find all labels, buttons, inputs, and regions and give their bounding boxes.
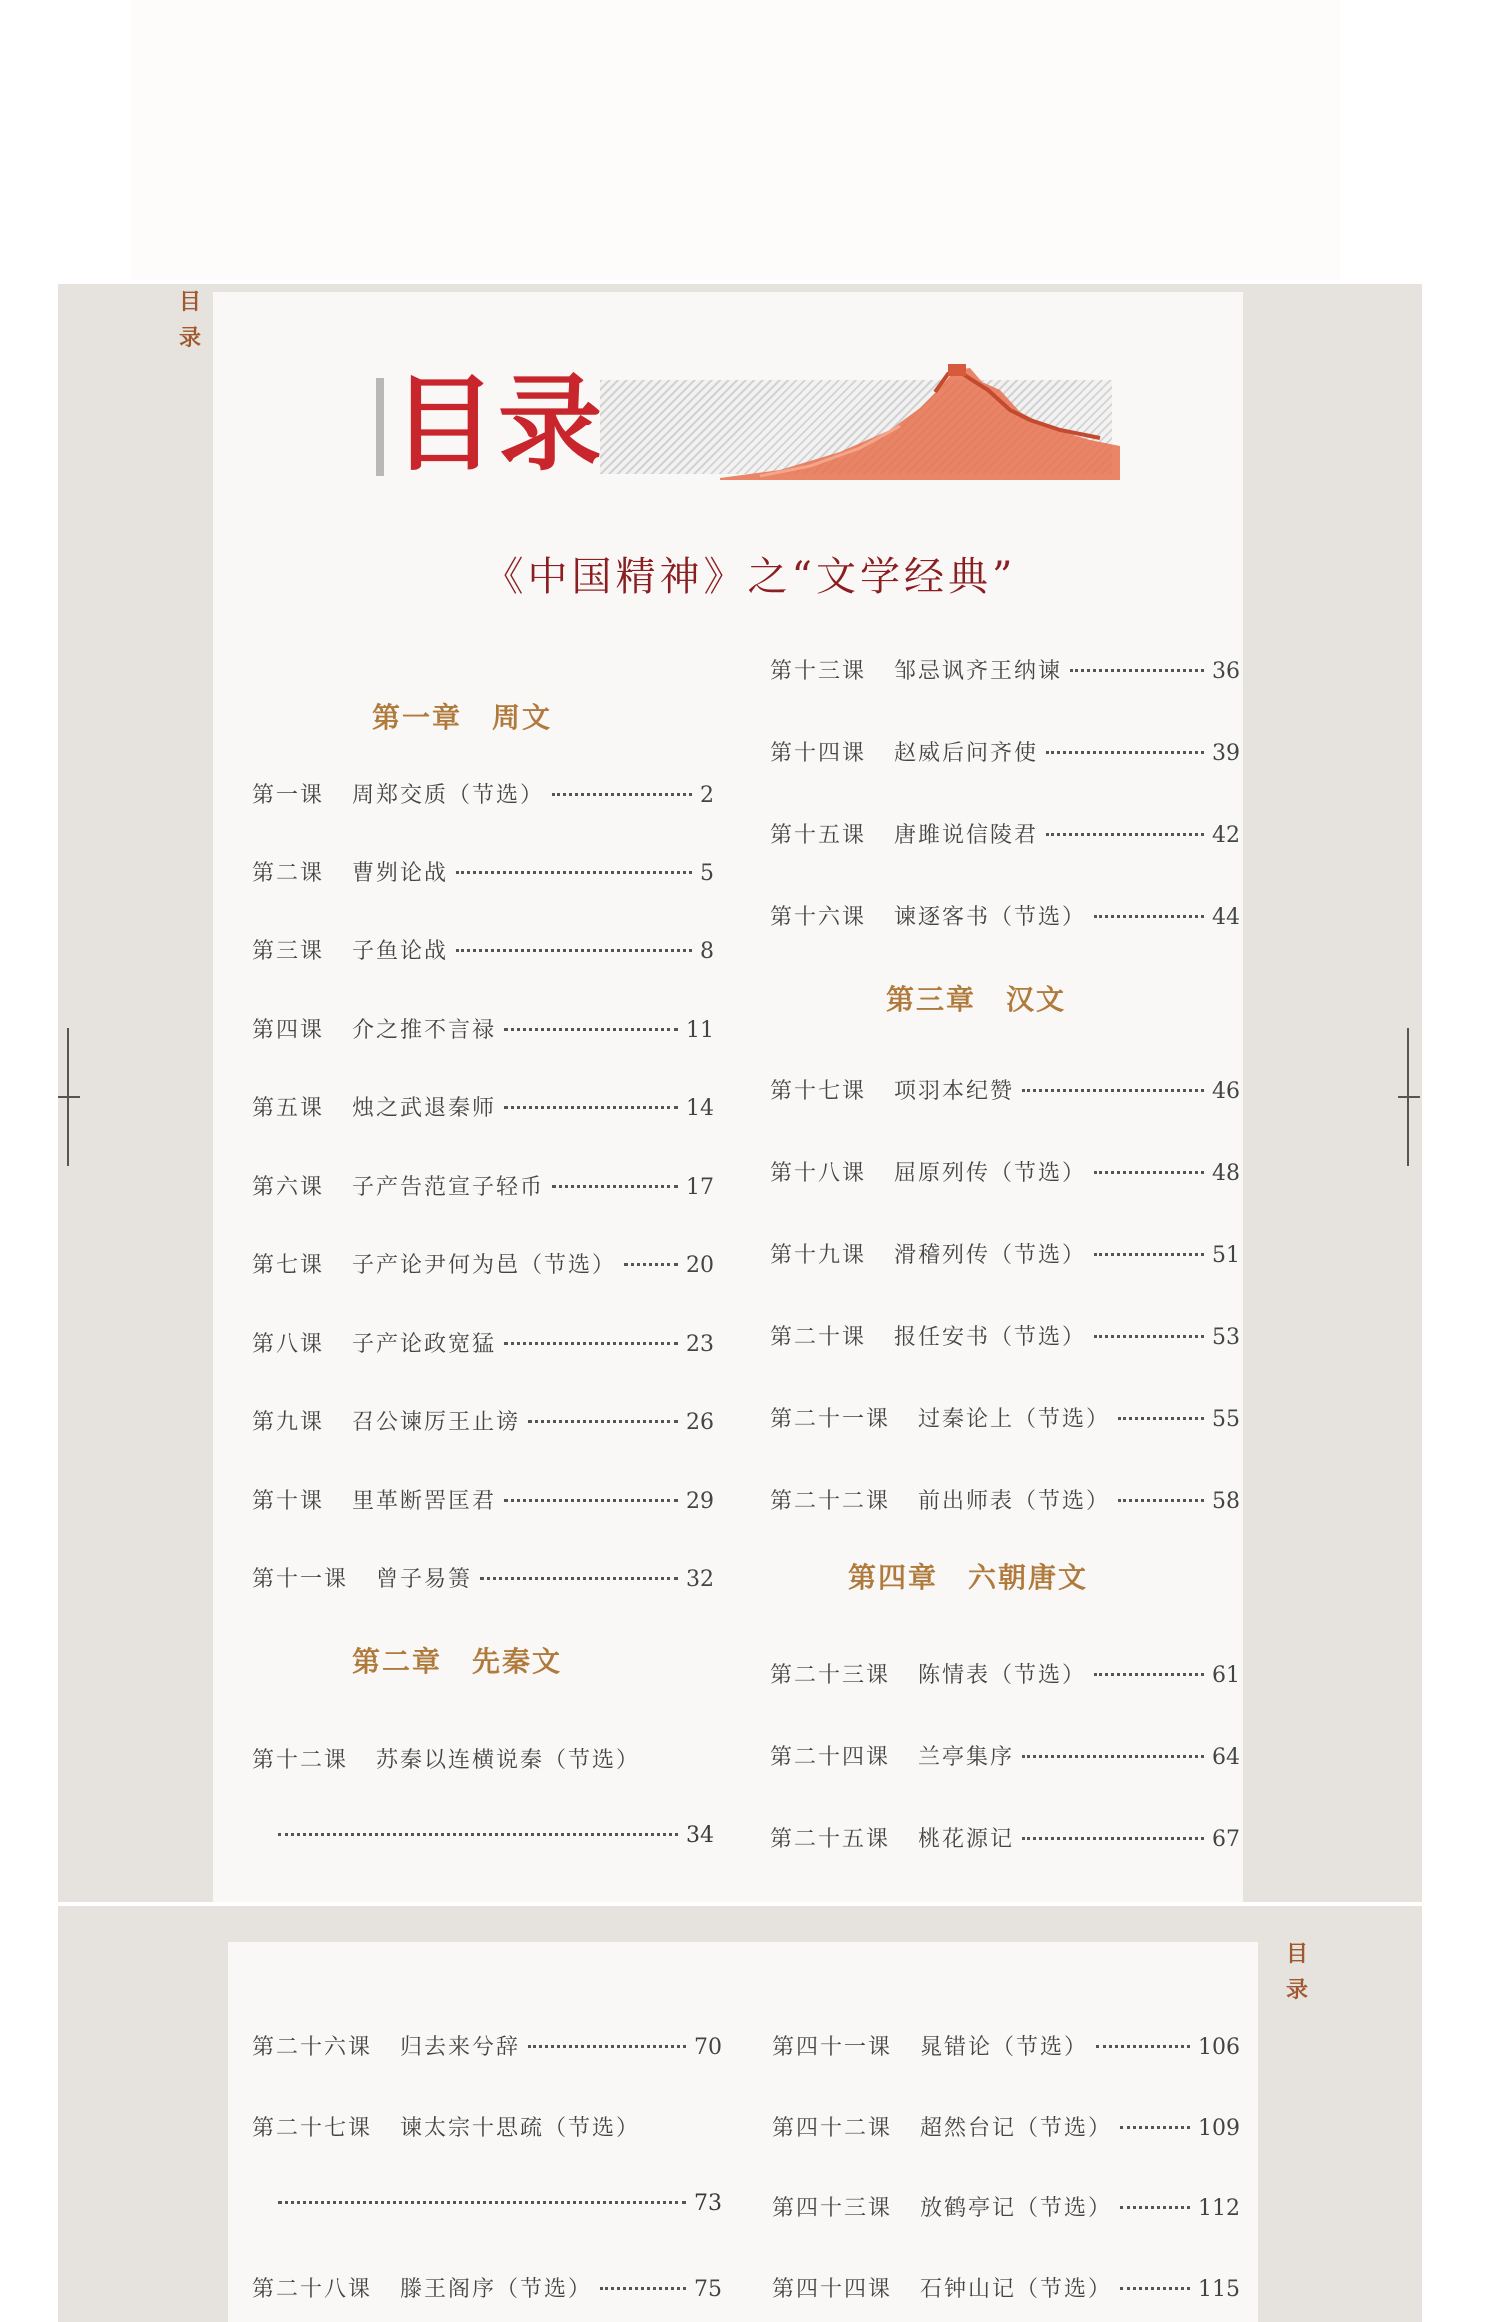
leader-dots — [278, 2201, 686, 2204]
leader-dots — [480, 1577, 678, 1580]
leader-dots — [278, 1833, 678, 1836]
lesson-number: 第二十三课 — [770, 1663, 891, 1688]
leader-dots — [1094, 1673, 1204, 1676]
lesson-title: 屈原列传（节选） — [894, 1161, 1087, 1186]
leader-dots — [1094, 1253, 1204, 1256]
lesson-title: 苏秦以连横说秦（节选） — [376, 1748, 641, 1773]
toc-entry-continuation — [278, 2191, 722, 2225]
lesson-number: 第六课 — [252, 1175, 325, 1200]
toc-entry[interactable] — [770, 1238, 1240, 1272]
toc-entry[interactable] — [772, 2191, 1240, 2225]
toc-entry[interactable] — [772, 2111, 1240, 2145]
lesson-number: 第四十四课 — [772, 2277, 893, 2302]
page-number: 39 — [1212, 741, 1240, 766]
lesson-number: 第十六课 — [770, 905, 867, 930]
title-accent-bar — [376, 378, 384, 476]
page-number: 55 — [1212, 1407, 1240, 1432]
page-number: 61 — [1212, 1663, 1240, 1688]
page-number: 34 — [686, 1823, 714, 1848]
page-number: 58 — [1212, 1489, 1240, 1514]
toc-entry-continuation — [278, 1823, 714, 1857]
lesson-number: 第二十八课 — [252, 2277, 373, 2302]
lesson-title: 召公谏厉王止谤 — [352, 1410, 521, 1435]
book-subtitle: 《中国精神》之“文学经典” — [483, 554, 1017, 600]
lesson-title: 子产论政宽猛 — [352, 1332, 497, 1357]
leader-dots — [528, 1420, 678, 1423]
toc-entry[interactable] — [252, 1743, 714, 1777]
lesson-title: 兰亭集序 — [918, 1745, 1015, 1770]
leader-dots — [1120, 2287, 1190, 2290]
toc-entry[interactable] — [252, 1484, 714, 1518]
toc-entry[interactable] — [252, 1327, 714, 1361]
lesson-number: 第七课 — [252, 1253, 325, 1278]
toc-entry[interactable] — [252, 2111, 722, 2145]
lesson-title: 过秦论上（节选） — [918, 1407, 1111, 1432]
lesson-number: 第十五课 — [770, 823, 867, 848]
lesson-number: 第十三课 — [770, 659, 867, 684]
lesson-title: 晁错论（节选） — [920, 2035, 1089, 2060]
crop-mark-left-h — [58, 1096, 80, 1098]
page-number: 5 — [700, 861, 714, 886]
previous-page-strip — [130, 0, 1340, 280]
lesson-number: 第二十二课 — [770, 1489, 891, 1514]
spine-char: 目 — [178, 289, 201, 315]
lesson-title: 邹忌讽齐王纳谏 — [894, 659, 1063, 684]
lesson-title: 介之推不言禄 — [352, 1018, 497, 1043]
lesson-title: 石钟山记（节选） — [920, 2277, 1113, 2302]
leader-dots — [1118, 1499, 1204, 1502]
page-number: 26 — [686, 1410, 714, 1435]
lesson-title: 滕王阁序（节选） — [400, 2277, 593, 2302]
page-number: 44 — [1212, 905, 1240, 930]
leader-dots — [1022, 1837, 1204, 1840]
page-number: 64 — [1212, 1745, 1240, 1770]
leader-dots — [1022, 1089, 1204, 1092]
lesson-number: 第二十课 — [770, 1325, 867, 1350]
toc-entry[interactable] — [770, 1402, 1240, 1436]
lesson-title: 子产论尹何为邑（节选） — [352, 1253, 617, 1278]
leader-dots — [1096, 2045, 1190, 2048]
leader-dots — [1046, 833, 1204, 836]
chapter-heading: 第二章 先秦文 — [352, 1645, 563, 1678]
crop-mark-right-h — [1398, 1096, 1420, 1098]
toc-entry[interactable] — [252, 1013, 714, 1047]
spine-label-bottom — [1282, 1936, 1312, 2008]
toc-entry[interactable] — [252, 856, 714, 890]
toc-entry[interactable] — [772, 2030, 1240, 2064]
leader-dots — [624, 1263, 678, 1266]
page-number: 53 — [1212, 1325, 1240, 1350]
chapter-heading: 第一章 周文 — [372, 701, 553, 734]
page-number: 8 — [700, 939, 714, 964]
page-number: 17 — [686, 1175, 714, 1200]
toc-entry[interactable] — [252, 1405, 714, 1439]
toc-entry[interactable] — [252, 2272, 722, 2306]
toc-entry[interactable] — [252, 1091, 714, 1125]
lesson-number: 第十课 — [252, 1489, 325, 1514]
page-number: 32 — [686, 1567, 714, 1592]
chapter-heading: 第三章 汉文 — [886, 983, 1067, 1016]
leader-dots — [1070, 669, 1204, 672]
lesson-title: 前出师表（节选） — [918, 1489, 1111, 1514]
lesson-title: 报任安书（节选） — [894, 1325, 1087, 1350]
leader-dots — [552, 793, 692, 796]
spine-char: 录 — [178, 325, 201, 351]
spine-char: 目 — [1285, 1941, 1308, 1967]
lesson-number: 第十九课 — [770, 1243, 867, 1268]
page-number: 51 — [1212, 1243, 1240, 1268]
lesson-title: 滑稽列传（节选） — [894, 1243, 1087, 1268]
lesson-title: 周郑交质（节选） — [352, 783, 545, 808]
lesson-title: 归去来兮辞 — [400, 2035, 521, 2060]
toc-entry[interactable] — [252, 934, 714, 968]
toc-entry[interactable] — [770, 1484, 1240, 1518]
lesson-title: 放鹤亭记（节选） — [920, 2196, 1113, 2221]
toc-entry[interactable] — [770, 1740, 1240, 1774]
page-number: 112 — [1198, 2196, 1240, 2221]
toc-entry[interactable] — [252, 1562, 714, 1596]
lesson-title: 子鱼论战 — [352, 939, 449, 964]
leader-dots — [1094, 915, 1204, 918]
leader-dots — [1022, 1755, 1204, 1758]
toc-entry[interactable] — [252, 2030, 722, 2064]
leader-dots — [504, 1499, 678, 1502]
lesson-number: 第二十六课 — [252, 2035, 373, 2060]
lesson-number: 第五课 — [252, 1096, 325, 1121]
leader-dots — [552, 1185, 678, 1188]
page-number: 20 — [686, 1253, 714, 1278]
page-number: 115 — [1198, 2277, 1240, 2302]
leader-dots — [456, 871, 692, 874]
lesson-number: 第九课 — [252, 1410, 325, 1435]
page-number: 23 — [686, 1332, 714, 1357]
lesson-number: 第十一课 — [252, 1567, 349, 1592]
page-number: 75 — [694, 2277, 722, 2302]
leader-dots — [528, 2045, 686, 2048]
page-number: 2 — [700, 783, 714, 808]
leader-dots — [504, 1342, 678, 1345]
page-number: 48 — [1212, 1161, 1240, 1186]
chapter-heading: 第四章 六朝唐文 — [848, 1561, 1089, 1594]
page-number: 14 — [686, 1096, 714, 1121]
lesson-number: 第四十二课 — [772, 2116, 893, 2141]
lesson-title: 项羽本纪赞 — [894, 1079, 1015, 1104]
lesson-number: 第四十三课 — [772, 2196, 893, 2221]
leader-dots — [504, 1106, 678, 1109]
toc-entry[interactable] — [770, 1658, 1240, 1692]
spine-char: 录 — [1285, 1977, 1308, 2003]
page-number: 29 — [686, 1489, 714, 1514]
page-number: 67 — [1212, 1827, 1240, 1852]
lesson-number: 第二十五课 — [770, 1827, 891, 1852]
leader-dots — [504, 1028, 678, 1031]
lesson-title: 烛之武退秦师 — [352, 1096, 497, 1121]
lesson-title: 曹刿论战 — [352, 861, 449, 886]
lesson-number: 第四课 — [252, 1018, 325, 1043]
lesson-title: 子产告范宣子轻币 — [352, 1175, 545, 1200]
page-number: 70 — [694, 2035, 722, 2060]
toc-entry[interactable] — [770, 736, 1240, 770]
lesson-title: 桃花源记 — [918, 1827, 1015, 1852]
lesson-number: 第四十一课 — [772, 2035, 893, 2060]
leader-dots — [600, 2287, 686, 2290]
lesson-number: 第十八课 — [770, 1161, 867, 1186]
leader-dots — [1120, 2126, 1190, 2129]
toc-entry[interactable] — [252, 1170, 714, 1204]
leader-dots — [456, 949, 692, 952]
toc-entry[interactable] — [770, 1156, 1240, 1190]
toc-entry[interactable] — [770, 900, 1240, 934]
page-title: 目录 — [392, 363, 605, 485]
lesson-number: 第十七课 — [770, 1079, 867, 1104]
lesson-number: 第八课 — [252, 1332, 325, 1357]
toc-entry[interactable] — [252, 778, 714, 812]
lesson-number: 第二十四课 — [770, 1745, 891, 1770]
toc-entry[interactable] — [770, 1074, 1240, 1108]
leader-dots — [1120, 2206, 1190, 2209]
lesson-title: 谏逐客书（节选） — [894, 905, 1087, 930]
leader-dots — [1094, 1335, 1204, 1338]
toc-entry[interactable] — [770, 1320, 1240, 1354]
great-wall-illustration — [720, 360, 1120, 480]
lesson-number: 第二课 — [252, 861, 325, 886]
toc-entry[interactable] — [770, 654, 1240, 688]
lesson-title: 赵威后问齐使 — [894, 741, 1039, 766]
toc-entry[interactable] — [770, 818, 1240, 852]
toc-entry[interactable] — [772, 2272, 1240, 2306]
lesson-number: 第十四课 — [770, 741, 867, 766]
page-number: 46 — [1212, 1079, 1240, 1104]
lesson-number: 第二十一课 — [770, 1407, 891, 1432]
page-number: 73 — [694, 2191, 722, 2216]
page-number: 36 — [1212, 659, 1240, 684]
lesson-number: 第十二课 — [252, 1748, 349, 1773]
toc-entry[interactable] — [252, 1248, 714, 1282]
page-number: 42 — [1212, 823, 1240, 848]
page-number: 109 — [1198, 2116, 1240, 2141]
lesson-title: 陈情表（节选） — [918, 1663, 1087, 1688]
lesson-number: 第二十七课 — [252, 2116, 373, 2141]
spine-label-top — [175, 284, 205, 356]
page-number: 106 — [1198, 2035, 1240, 2060]
leader-dots — [1046, 751, 1204, 754]
lesson-title: 里革断罟匡君 — [352, 1489, 497, 1514]
toc-entry[interactable] — [770, 1822, 1240, 1856]
lesson-title: 超然台记（节选） — [920, 2116, 1113, 2141]
leader-dots — [1094, 1171, 1204, 1174]
lesson-title: 曾子易箦 — [376, 1567, 473, 1592]
lesson-number: 第一课 — [252, 783, 325, 808]
lesson-title: 唐雎说信陵君 — [894, 823, 1039, 848]
lesson-title: 谏太宗十思疏（节选） — [400, 2116, 641, 2141]
leader-dots — [1118, 1417, 1204, 1420]
lesson-number: 第三课 — [252, 939, 325, 964]
page-number: 11 — [686, 1018, 714, 1043]
